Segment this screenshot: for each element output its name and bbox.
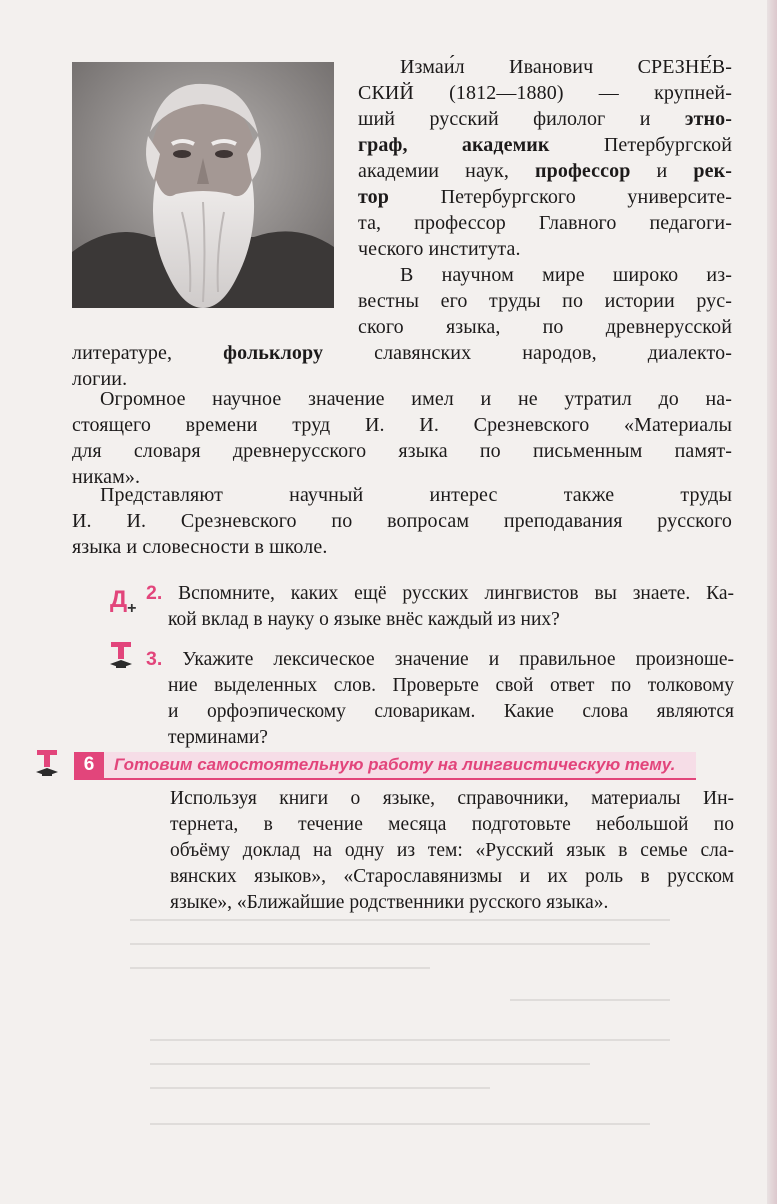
bio-line [358,236,732,262]
bio-line: языка и словесности в школе. [72,536,328,558]
bio-line: И. И. Срезневского по вопросам преподавания русского [72,510,732,532]
text: СКИЙ (1812—1880) — крупней- [358,82,732,104]
bio-paragraph-3 [72,386,732,490]
bio-line: Представляют научный интерес также труды [100,484,732,506]
assignment-line: Используя книги о языке, справочники, материалы Ин- [170,788,734,809]
bio-line [358,106,732,132]
text: литературе, [72,342,224,364]
text: Укажите лексическое значение и правильное произноше- [182,649,734,670]
bio-line [358,132,732,158]
section-number: 6 [74,752,104,778]
bio-paragraph-2 [358,262,732,340]
bleed-through-texture [130,900,690,1150]
bio-line: никам». [72,466,141,488]
bold-term: профессор [535,160,631,182]
text: ший русский филолог и [358,108,685,130]
task-line [146,580,734,607]
section-header [74,752,696,780]
portrait-photo [72,62,334,308]
bold-term: рек- [693,160,732,182]
text: та, профессор Главного педагоги- [358,212,732,234]
task-number: 2. [146,582,163,604]
bio-line: стоящего времени труд И. И. Срезневского «Материалы [72,414,732,436]
bio-paragraph-1 [358,54,732,262]
bio-line: для словаря древнерусского языка по письменным памят- [72,440,732,462]
task-2 [146,580,734,633]
assignment-line: объёму доклад на одну из тем: «Русский язык в семье сла- [170,840,734,861]
text: Петербургского университе- [388,186,732,208]
bio-line [358,158,732,184]
bio-paragraph-4 [72,482,732,560]
text: академии наук, [358,160,536,182]
bio-line: логии. [72,368,128,390]
bio-line: В научном мире широко из- [400,264,732,286]
task-3 [146,646,734,751]
task-line [146,646,734,673]
assignment-line: языке», «Ближайшие родственники русского языка». [170,892,609,913]
page-edge [767,0,777,1204]
bio-line: Огромное научное значение имел и не утратил до на- [100,388,732,410]
bold-term: этно- [684,108,732,130]
text: славянских народов, диалекто- [323,342,732,364]
task-line: терминами? [168,727,268,748]
bio-line [358,210,732,236]
assignment-line: тернета, в течение месяца подготовьте небольшой по [170,814,734,835]
task-line: ние выделенных слов. Проверьте свой ответ по толковому [168,675,734,696]
task-line: кой вклад в науку о языке внёс каждый из них? [168,609,560,630]
text: Петербургской [549,134,732,156]
bold-term: тор [358,186,389,208]
d-plus-icon: $Д_+$ [110,586,137,617]
bio-line [358,80,732,106]
text: и [630,160,694,182]
bio-line [358,54,732,80]
assignment-text [170,786,734,916]
bio-line: ского языка, по древнерусской [358,316,732,338]
text: Измаи́л Иванович СРЕЗНЕ́В- [400,56,732,78]
t-cap-icon [34,748,62,778]
task-line: и орфоэпическому словарикам. Какие слова являются [168,701,734,722]
bio-paragraph-2-cont [72,340,732,392]
bio-line [72,340,732,366]
text: Вспомните, каких ещё русских лингвистов вы знаете. Ка- [178,583,734,604]
assignment-line: вянских языков», «Старославянизмы и их роль в русском [170,866,734,887]
bold-term: фольклору [223,342,324,364]
text: ческого института. [358,238,521,260]
t-cap-icon [108,640,136,670]
task-number: 3. [146,648,163,670]
bio-line [358,184,732,210]
section-title: Готовим самостоятельную работу на лингвистическую тему. [114,755,676,774]
bold-term: граф, академик [358,134,550,156]
bio-line: вестны его труды по истории рус- [358,290,732,312]
d-icon-letter: Д [110,586,128,613]
